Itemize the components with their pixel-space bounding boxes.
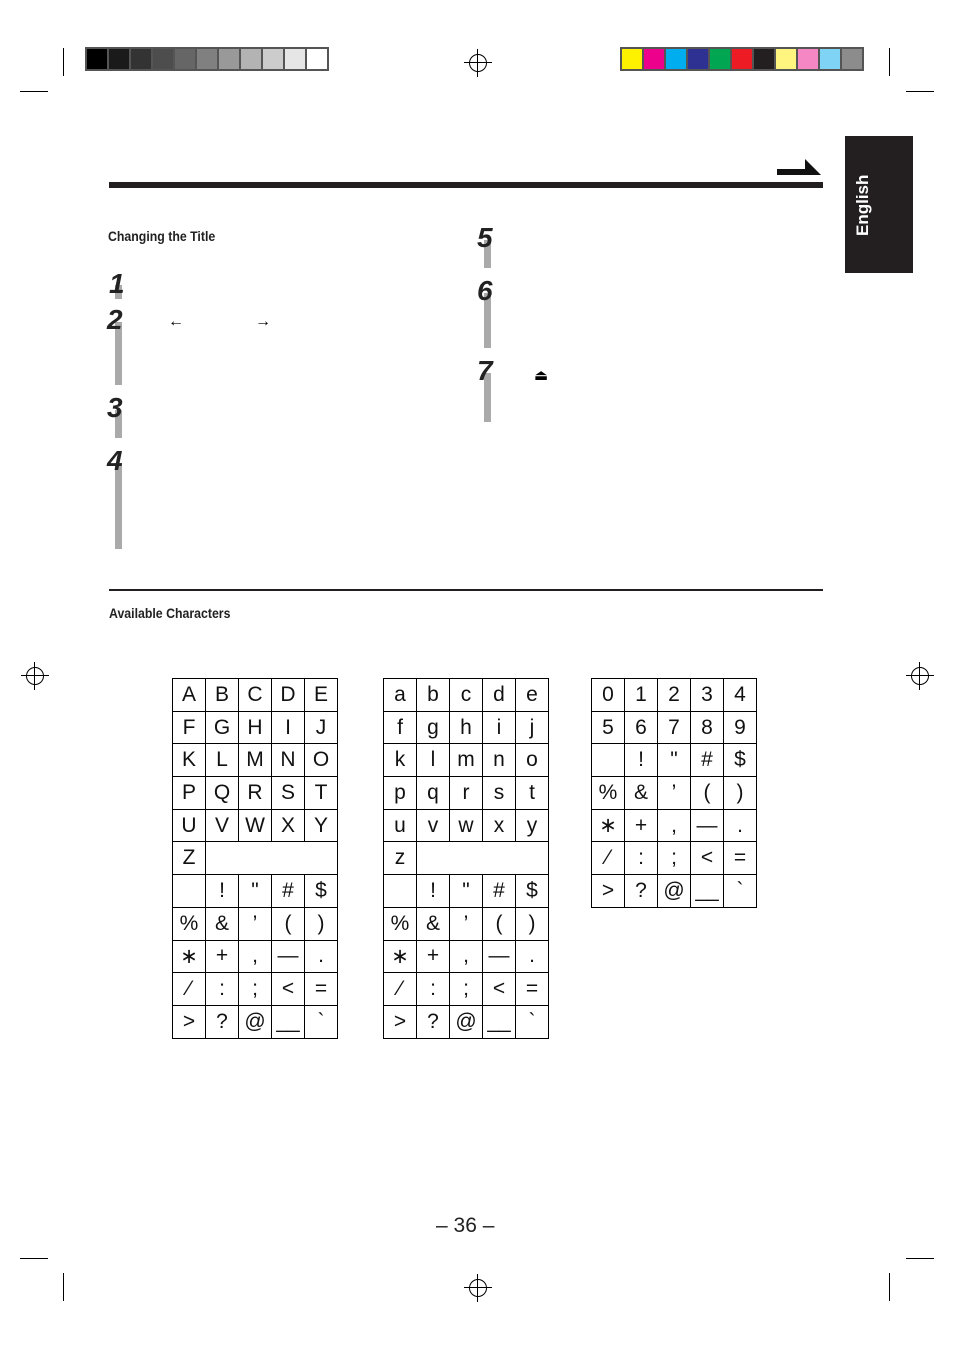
character-cell: ∗ [592,809,625,842]
color-swatch [754,49,776,69]
crop-mark [20,91,48,92]
continue-arrow-icon [777,155,823,179]
crop-mark [20,1258,48,1259]
character-cell: @ [658,875,691,908]
character-cell: , [658,809,691,842]
character-cell: ’ [450,907,483,940]
registration-mark-icon [469,1279,487,1297]
character-cell: r [450,777,483,810]
character-cell: # [691,744,724,777]
character-cell: S [272,777,305,810]
character-cell: $ [724,744,757,777]
color-swatch [622,49,644,69]
numeral-symbol-character-table [591,678,757,908]
character-cell: . [516,940,549,973]
character-cell: Z [173,842,206,875]
character-cell: ( [483,907,516,940]
character-cell: X [272,809,305,842]
character-cell: F [173,711,206,744]
character-cell: f [384,711,417,744]
character-cell: ( [272,907,305,940]
color-swatch [285,49,307,69]
character-cell: % [173,907,206,940]
language-side-tab [845,136,913,273]
character-cell: 5 [592,711,625,744]
character-cell [305,842,338,875]
character-cell: = [724,842,757,875]
character-cell: 3 [691,679,724,712]
character-cell: z [384,842,417,875]
character-cell: # [483,875,516,908]
character-cell: p [384,777,417,810]
character-cell: + [625,809,658,842]
crop-mark [906,1258,934,1259]
character-cell [239,842,272,875]
character-row [173,875,338,908]
color-swatch [688,49,710,69]
character-cell: J [305,711,338,744]
character-row [592,744,757,777]
character-cell: < [691,842,724,875]
character-cell: M [239,744,272,777]
character-row [173,744,338,777]
character-cell [450,842,483,875]
character-row [173,973,338,1006]
color-swatch [131,49,153,69]
crop-mark [889,48,890,76]
character-cell: C [239,679,272,712]
color-swatch [153,49,175,69]
color-swatch [87,49,109,69]
character-cell: 1 [625,679,658,712]
character-cell [384,875,417,908]
character-cell: ? [625,875,658,908]
color-calibration-bar [620,47,864,71]
character-cell: ⁄ [384,973,417,1006]
eject-icon: ⏏ [534,367,549,384]
character-cell: ) [305,907,338,940]
character-row [592,842,757,875]
character-cell: : [417,973,450,1006]
color-swatch [776,49,798,69]
character-row [384,809,549,842]
character-cell: j [516,711,549,744]
character-row [384,744,549,777]
color-swatch [219,49,241,69]
character-cell: ) [724,777,757,810]
character-row [173,711,338,744]
character-row [592,711,757,744]
gray-calibration-bar [85,47,329,71]
character-cell [272,842,305,875]
character-cell: 2 [658,679,691,712]
character-cell: m [450,744,483,777]
character-cell: ∗ [173,940,206,973]
character-cell [516,842,549,875]
character-cell: @ [239,1005,272,1038]
character-cell: % [384,907,417,940]
header-rule [109,182,823,188]
character-cell: U [173,809,206,842]
character-row [173,679,338,712]
character-cell: 8 [691,711,724,744]
character-cell [483,842,516,875]
color-swatch [197,49,219,69]
character-cell: < [272,973,305,1006]
character-row [384,1005,549,1038]
character-cell: O [305,744,338,777]
color-swatch [263,49,285,69]
character-cell: D [272,679,305,712]
step-number: 1 [109,268,125,299]
character-cell: k [384,744,417,777]
character-cell: G [206,711,239,744]
step-number: 5 [477,222,493,253]
color-swatch [710,49,732,69]
section-heading: Changing the Title [108,228,216,244]
character-cell: & [206,907,239,940]
character-cell: — [483,940,516,973]
character-cell: __ [272,1005,305,1038]
character-cell: ` [305,1005,338,1038]
character-cell: d [483,679,516,712]
crop-mark [889,1273,890,1301]
character-cell: @ [450,1005,483,1038]
character-cell: ∗ [384,940,417,973]
character-cell: H [239,711,272,744]
character-cell: > [592,875,625,908]
color-swatch [307,49,327,69]
character-row [384,679,549,712]
step-number: 6 [477,275,493,306]
character-row [173,842,338,875]
registration-mark-icon [26,667,44,685]
character-cell: B [206,679,239,712]
character-cell: V [206,809,239,842]
character-cell: Y [305,809,338,842]
character-cell: $ [305,875,338,908]
character-cell: K [173,744,206,777]
color-swatch [175,49,197,69]
character-cell: ! [206,875,239,908]
character-cell: 4 [724,679,757,712]
character-cell: > [384,1005,417,1038]
character-cell: , [239,940,272,973]
character-cell: h [450,711,483,744]
character-cell: < [483,973,516,1006]
character-cell: l [417,744,450,777]
character-cell: = [305,973,338,1006]
character-cell: 7 [658,711,691,744]
lowercase-character-table [383,678,549,1039]
character-row [384,907,549,940]
section-rule [109,589,823,591]
character-row [384,940,549,973]
character-row [592,809,757,842]
character-cell: " [239,875,272,908]
right-arrow-icon: → [255,313,271,330]
character-cell: x [483,809,516,842]
character-cell: N [272,744,305,777]
character-row [592,777,757,810]
color-swatch [820,49,842,69]
character-cell: 9 [724,711,757,744]
character-cell: : [206,973,239,1006]
character-cell: # [272,875,305,908]
character-cell: P [173,777,206,810]
character-row [173,1005,338,1038]
character-row [173,777,338,810]
character-cell: ⁄ [173,973,206,1006]
character-cell [206,842,239,875]
character-cell: c [450,679,483,712]
registration-mark-icon [469,54,487,72]
side-tab-label: English [853,174,872,236]
character-cell: ? [206,1005,239,1038]
character-cell: q [417,777,450,810]
character-cell: ? [417,1005,450,1038]
character-cell: Q [206,777,239,810]
color-swatch [109,49,131,69]
character-row [384,973,549,1006]
color-swatch [798,49,820,69]
character-cell: s [483,777,516,810]
crop-mark [63,48,64,76]
character-row [384,711,549,744]
character-cell: — [691,809,724,842]
character-row [384,875,549,908]
character-cell: o [516,744,549,777]
registration-mark-icon [911,667,929,685]
character-row [173,907,338,940]
page-number: – 36 – [436,1214,495,1237]
character-cell: e [516,679,549,712]
character-cell: w [450,809,483,842]
character-cell: u [384,809,417,842]
character-cell: ; [239,973,272,1006]
character-cell: & [625,777,658,810]
character-row [592,679,757,712]
character-cell: ( [691,777,724,810]
character-cell: t [516,777,549,810]
character-cell: — [272,940,305,973]
character-cell: E [305,679,338,712]
character-cell: i [483,711,516,744]
character-cell: 6 [625,711,658,744]
character-cell: ; [658,842,691,875]
color-swatch [666,49,688,69]
character-cell: W [239,809,272,842]
character-cell: ⁄ [592,842,625,875]
character-cell: . [724,809,757,842]
character-cell: T [305,777,338,810]
character-cell: __ [691,875,724,908]
color-swatch [644,49,666,69]
character-cell: , [450,940,483,973]
crop-mark [63,1273,64,1301]
character-cell: $ [516,875,549,908]
character-cell: > [173,1005,206,1038]
character-cell: A [173,679,206,712]
character-row [173,809,338,842]
character-cell: " [658,744,691,777]
character-cell: = [516,973,549,1006]
character-cell: a [384,679,417,712]
character-cell: ` [516,1005,549,1038]
character-cell: ! [625,744,658,777]
character-cell: ’ [658,777,691,810]
character-cell: ) [516,907,549,940]
character-cell: & [417,907,450,940]
color-swatch [842,49,862,69]
character-cell: __ [483,1005,516,1038]
character-cell: : [625,842,658,875]
character-cell: y [516,809,549,842]
step-number: 7 [477,355,493,386]
character-cell: + [417,940,450,973]
left-arrow-icon: ← [168,313,184,330]
section-heading: Available Characters [109,605,231,621]
character-cell: % [592,777,625,810]
character-row [173,940,338,973]
character-cell: L [206,744,239,777]
color-swatch [732,49,754,69]
character-cell: ` [724,875,757,908]
character-cell: ! [417,875,450,908]
character-cell: n [483,744,516,777]
character-cell [592,744,625,777]
character-cell: . [305,940,338,973]
character-cell [173,875,206,908]
character-cell: + [206,940,239,973]
step-number: 3 [107,392,123,423]
step-number: 2 [107,304,123,335]
character-row [384,842,549,875]
character-cell: v [417,809,450,842]
character-cell: " [450,875,483,908]
character-cell: b [417,679,450,712]
character-cell: I [272,711,305,744]
crop-mark [906,91,934,92]
color-swatch [241,49,263,69]
character-cell: R [239,777,272,810]
character-cell: ’ [239,907,272,940]
step-number: 4 [107,445,123,476]
character-cell: ; [450,973,483,1006]
character-cell: g [417,711,450,744]
character-cell [417,842,450,875]
character-row [592,875,757,908]
character-row [384,777,549,810]
uppercase-character-table [172,678,338,1039]
character-cell: 0 [592,679,625,712]
